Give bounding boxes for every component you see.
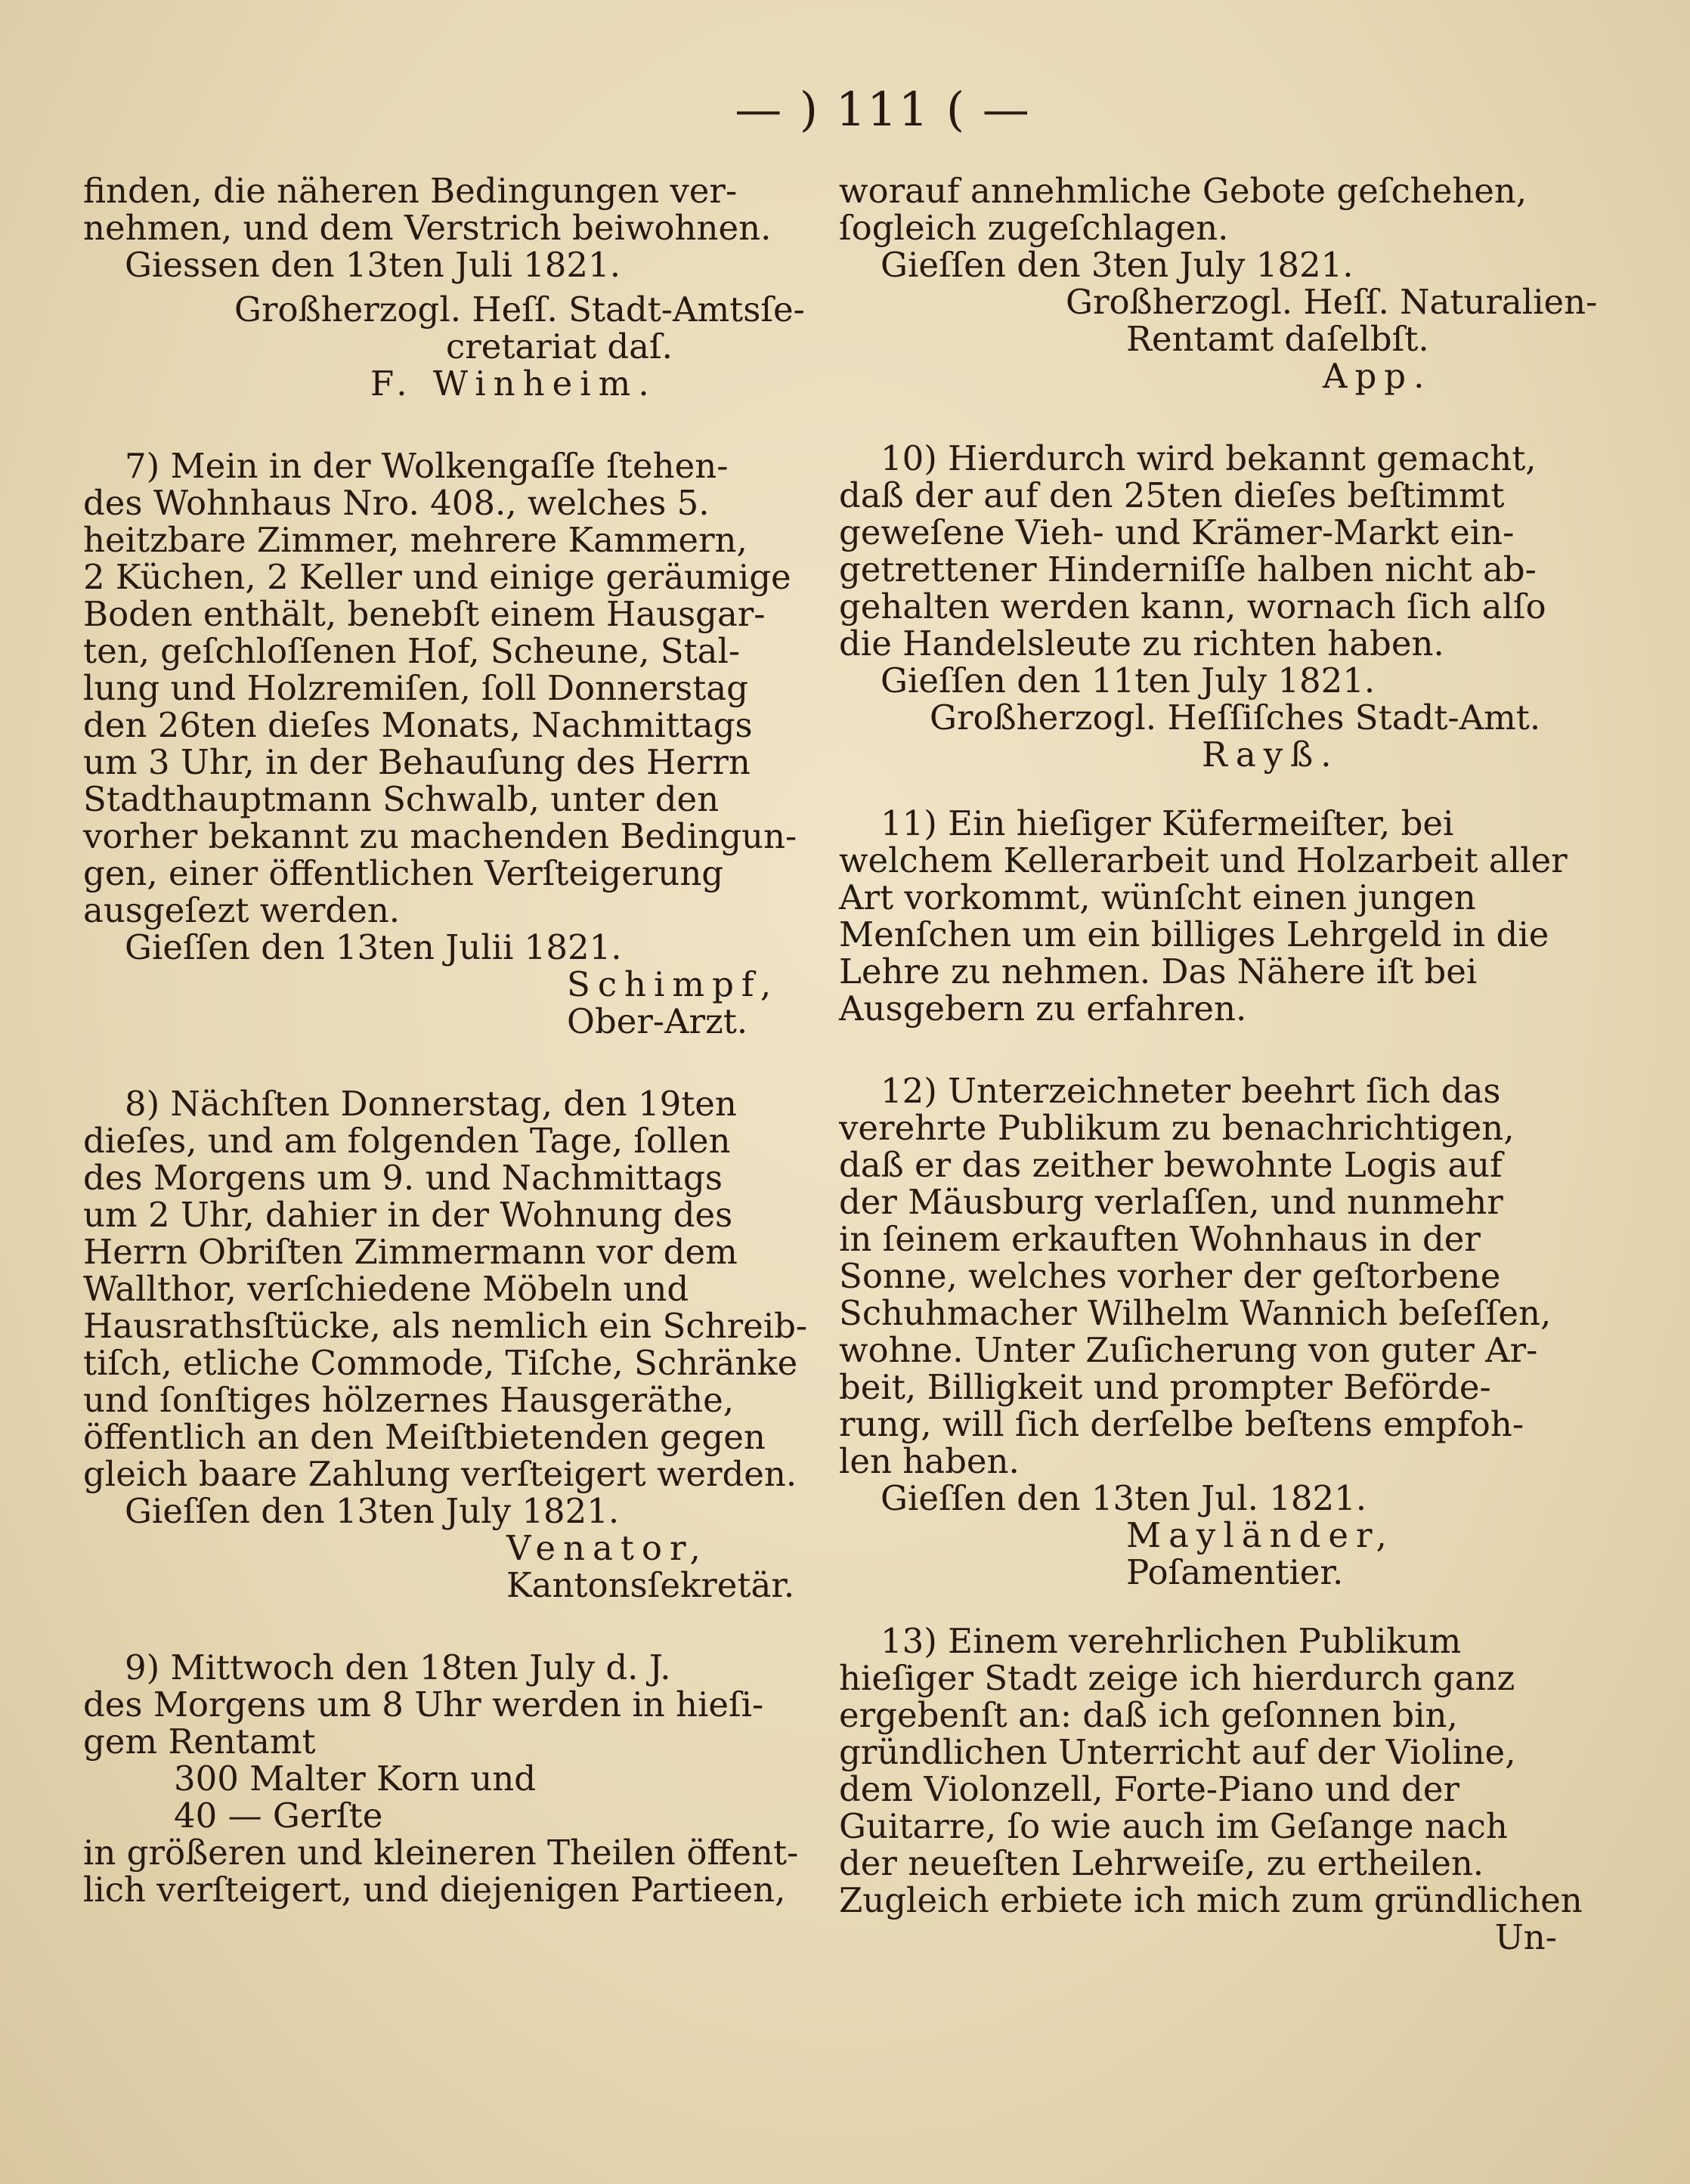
notice-12: [839, 1072, 1565, 1591]
text-line: tiſch, etliche Commode, Tiſche, Schränke: [83, 1343, 798, 1383]
text-line: 10) Hierdurch wird bekannt gemacht,: [881, 438, 1537, 478]
text-line: vorher bekannt zu machenden Bedingun-: [83, 816, 797, 856]
signature-title: Kantonsſekretär.: [506, 1565, 795, 1605]
signature-title: Ober-Arzt.: [567, 1001, 748, 1041]
text-line: lich verſteigert, und diejenigen Partieen,: [83, 1870, 786, 1910]
text-line: gleich baare Zahlung verſteigert werden.: [83, 1454, 797, 1494]
signature-name: App.: [1323, 356, 1432, 396]
right-column: [839, 171, 1598, 1957]
text-line: welchem Kellerarbeit und Holzarbeit aller: [839, 840, 1568, 880]
notice-7: [83, 447, 809, 1040]
text-line: 8) Nächſten Donnerstag, den 19ten: [125, 1084, 737, 1124]
text-line: öffentlich an den Meiſtbietenden gegen: [83, 1417, 766, 1457]
text-line: um 2 Uhr, dahier in der Wohnung des: [83, 1195, 733, 1235]
text-line: verehrte Publikum zu benachrichtigen,: [839, 1108, 1515, 1148]
text-line: Hausrathsſtücke, als nemlich ein Schreib-: [83, 1306, 808, 1346]
signature-office: cretariat daſ.: [446, 326, 673, 367]
page-number-header: — ) 111 ( —: [735, 82, 1031, 137]
right-intro-notice: [839, 171, 1598, 396]
signature-name: F. Winheim.: [370, 363, 657, 404]
text-line: 7) Mein in der Wolkengaſſe ſtehen-: [125, 446, 729, 486]
text-line: gehalten werden kann, wornach ſich alſo: [839, 586, 1546, 626]
text-line: len haben.: [839, 1441, 1020, 1481]
text-line: gründlichen Unterricht auf der Violine,: [839, 1732, 1516, 1772]
notice-11: [839, 803, 1568, 1029]
text-line: ausgeſezt werden.: [83, 890, 401, 930]
text-line: den 26ten dieſes Monats, Nachmittags: [83, 705, 753, 745]
notice-9: [83, 1649, 809, 1908]
signature-office: Rentamt daſelbſt.: [1126, 319, 1429, 359]
text-line: 11) Ein hieſiger Küfermeiſter, bei: [881, 803, 1454, 843]
text-line: Wallthor, verſchiedene Möbeln und: [83, 1269, 689, 1309]
text-line: und ſonſtiges hölzernes Hausgeräthe,: [83, 1380, 735, 1420]
date-line: Gieſſen den 11ten July 1821.: [881, 660, 1376, 701]
signature-title: Poſamentier.: [1126, 1552, 1344, 1592]
text-line: getrettener Hinderniſſe halben nicht ab-: [839, 549, 1537, 589]
quantity-line: 300 Malter Korn und: [174, 1759, 537, 1799]
text-line: finden, die näheren Bedingungen ver-: [83, 171, 738, 211]
text-line: des Morgens um 9. und Nachmittags: [83, 1158, 723, 1198]
text-line: worauf annehmliche Gebote geſchehen,: [839, 171, 1528, 211]
text-line: hieſiger Stadt zeige ich hierdurch ganz: [839, 1658, 1515, 1698]
text-line: Art vorkommt, wünſcht einen jungen: [839, 877, 1476, 917]
notice-13: [839, 1621, 1583, 1957]
signature-office: Großherzogl. Heſſ. Stadt-Amtsſe-: [234, 289, 805, 329]
notice-10: [839, 440, 1565, 773]
text-line: der Mäusburg verlaſſen, und nunmehr: [839, 1182, 1503, 1222]
signature-office: Großherzogl. Heſſ. Naturalien-: [1066, 282, 1598, 322]
left-column: [83, 172, 809, 1908]
text-line: Sonne, welches vorher der geſtorbene: [839, 1256, 1501, 1296]
text-line: gem Rentamt: [83, 1722, 316, 1762]
text-line: Stadthauptmann Schwalb, unter den: [83, 779, 720, 819]
text-line: 9) Mittwoch den 18ten July d. J.: [125, 1647, 671, 1687]
text-line: daß der auf den 25ten dieſes beſtimmt: [839, 475, 1505, 515]
catchword: Un-: [1494, 1917, 1557, 1957]
signature-name: Rayß.: [1202, 735, 1339, 775]
quantity-line: 40 — Gerſte: [174, 1796, 383, 1836]
text-line: 12) Unterzeichneter beehrt ſich das: [881, 1071, 1501, 1111]
signature-name: Schimpf,: [567, 964, 779, 1004]
signature-name: Venator,: [506, 1528, 708, 1568]
text-line: Menſchen um ein billiges Lehrgeld in die: [839, 914, 1549, 954]
text-line: in ſeinem erkauften Wohnhaus in der: [839, 1219, 1481, 1259]
text-line: 13) Einem verehrlichen Publikum: [881, 1621, 1462, 1661]
text-line: Guitarre, ſo wie auch im Geſange nach: [839, 1806, 1508, 1846]
text-line: der neueſten Lehrweiſe, zu ertheilen.: [839, 1843, 1484, 1883]
text-line: rung, will ſich derſelbe beſtens empfoh-: [839, 1404, 1524, 1444]
left-intro-notice: [83, 172, 809, 402]
text-line: geweſene Vieh- und Krämer-Markt ein-: [839, 512, 1515, 552]
date-line: Giessen den 13ten Juli 1821.: [125, 245, 621, 285]
text-line: in größeren und kleineren Theilen öffent-: [83, 1833, 799, 1873]
text-line: lung und Holzremiſen, ſoll Donnerstag: [83, 668, 748, 708]
date-line: Gieſſen den 13ten Jul. 1821.: [881, 1478, 1367, 1518]
text-line: heitzbare Zimmer, mehrere Kammern,: [83, 520, 748, 560]
text-line: des Morgens um 8 Uhr werden in hieſi-: [83, 1684, 764, 1725]
text-line: beit, Billigkeit und prompter Beförde-: [839, 1367, 1491, 1407]
text-line: Ausgebern zu erfahren.: [839, 988, 1247, 1029]
text-line: Boden enthält, benebſt einem Hausgar-: [83, 594, 766, 634]
text-line: ten, geſchloſſenen Hof, Scheune, Stal-: [83, 631, 741, 671]
signature-name: Mayländer,: [1126, 1515, 1394, 1555]
text-line: des Wohnhaus Nro. 408., welches 5.: [83, 483, 710, 523]
text-line: daß er das zeither bewohnte Logis auf: [839, 1145, 1503, 1185]
text-line: Schuhmacher Wilhelm Wannich beſeſſen,: [839, 1293, 1552, 1333]
text-line: die Handelsleute zu richten haben.: [839, 623, 1444, 664]
text-line: dieſes, und am folgenden Tage, ſollen: [83, 1121, 731, 1161]
notice-8: [83, 1085, 809, 1604]
text-line: ergebenſt an: daß ich geſonnen bin,: [839, 1695, 1458, 1735]
date-line: Gieſſen den 13ten July 1821.: [125, 1491, 620, 1531]
text-line: dem Violonzell, Forte-Piano und der: [839, 1769, 1459, 1809]
text-line: Herrn Obriſten Zimmermann vor dem: [83, 1232, 738, 1272]
text-line: gen, einer öffentlichen Verſteigerung: [83, 853, 724, 893]
date-line: Gieſſen den 3ten July 1821.: [881, 245, 1354, 285]
text-line: 2 Küchen, 2 Keller und einige geräumige: [83, 557, 791, 597]
text-line: um 3 Uhr, in der Behauſung des Herrn: [83, 742, 751, 782]
text-line: Lehre zu nehmen. Das Nähere iſt bei: [839, 951, 1478, 991]
date-line: Gieſſen den 13ten Julii 1821.: [125, 927, 622, 967]
text-line: nehmen, und dem Verstrich beiwohnen.: [83, 208, 772, 248]
signature-office: Großherzogl. Heſſiſches Stadt-Amt.: [930, 698, 1541, 738]
text-line: wohne. Unter Zuſicherung von guter Ar-: [839, 1330, 1538, 1370]
text-line: ſogleich zugeſchlagen.: [839, 208, 1229, 248]
text-line: Zugleich erbiete ich mich zum gründlichen: [839, 1880, 1583, 1920]
